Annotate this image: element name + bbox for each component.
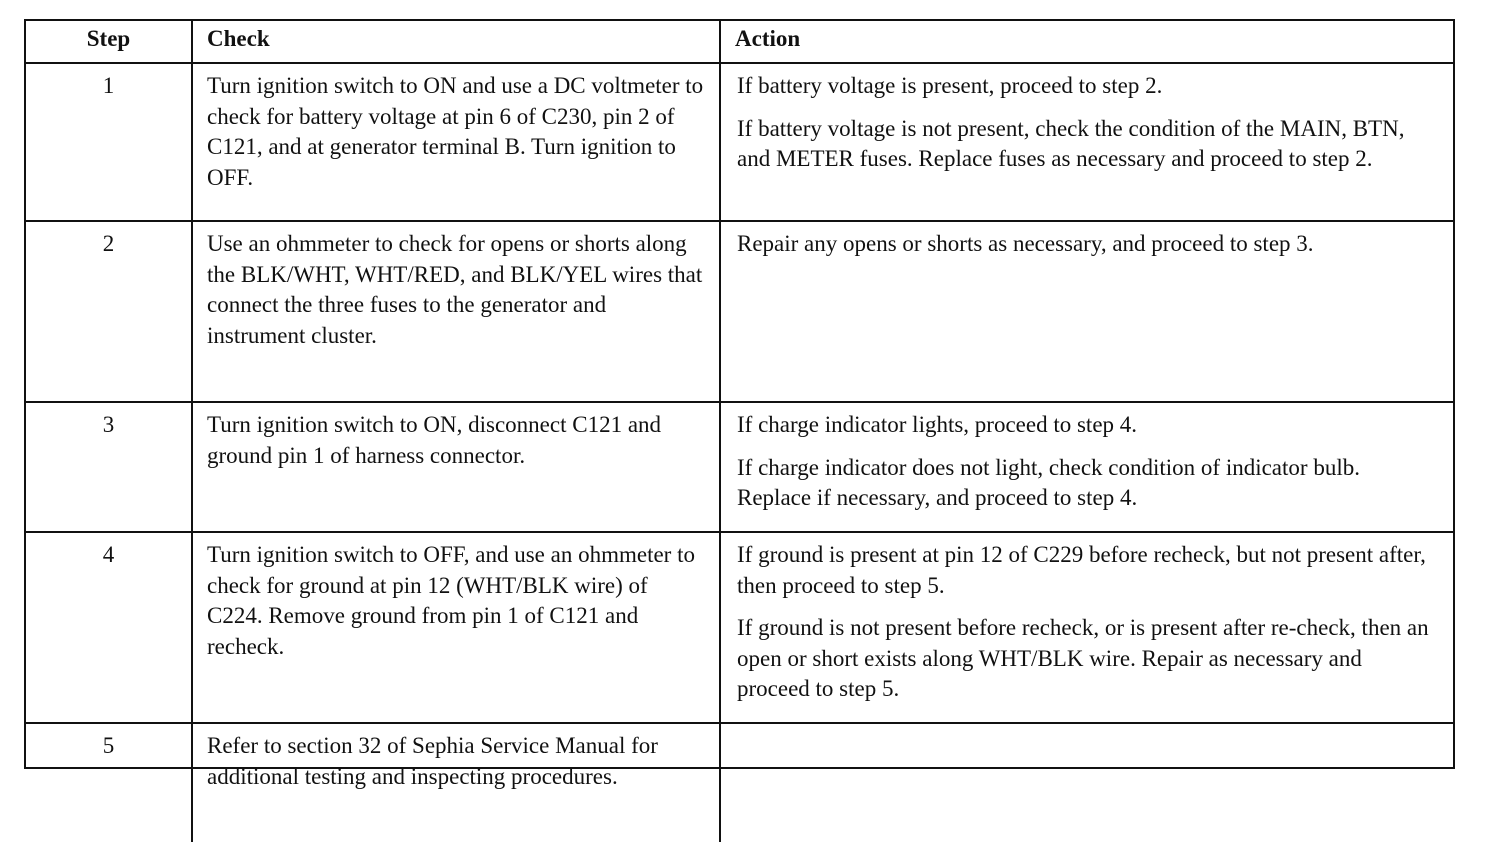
action-text: If battery voltage is present, proceed to step 2. <box>737 73 1163 98</box>
table-header-row <box>26 21 1453 63</box>
check-text: Use an ohmmeter to check for opens or shorts along the BLK/WHT, WHT/RED, and BLK/YEL wires that connect the three fuses to the generator and instrument cluster. <box>192 221 720 402</box>
check-text: Turn ignition switch to OFF, and use an ohmmeter to check for ground at pin 12 (WHT/BLK wire) of C224. Remove ground from pin 1 of C121 and recheck. <box>192 532 720 723</box>
step-number: 3 <box>26 402 192 532</box>
table-row <box>26 221 1453 402</box>
action-text: If battery voltage is not present, check the condition of the MAIN, BTN, and METER fuses. Replace fuses as necessary and proceed to step 2. <box>737 115 1405 171</box>
table-row <box>26 63 1453 221</box>
step-number: 5 <box>26 723 192 842</box>
table-row <box>26 532 1453 723</box>
check-text: Turn ignition switch to ON and use a DC voltmeter to check for battery voltage at pin 6 of C230, pin 2 of C121, and at generator terminal B. Turn ignition to OFF. <box>192 63 720 221</box>
action-text: If ground is present at pin 12 of C229 before recheck, but not present after, then proceed to step 5. <box>737 542 1426 598</box>
diagnostic-table-frame <box>24 19 1455 789</box>
action-text: If charge indicator does not light, check condition of indicator bulb. Replace if necessary, and proceed to step 4. <box>737 454 1360 510</box>
action-text: If charge indicator lights, proceed to step 4. <box>737 412 1138 437</box>
action-cell <box>720 532 1453 723</box>
action-text: Repair any opens or shorts as necessary, and proceed to step 3. <box>737 231 1314 256</box>
action-cell-empty <box>720 723 1453 842</box>
check-column-header: Check <box>192 21 720 63</box>
action-text: If ground is not present before recheck, or is present after re-check, then an open or short exists along WHT/BLK wire. Repair as necessary and proceed to step 5. <box>737 615 1429 701</box>
step-number: 4 <box>26 532 192 723</box>
check-text: Turn ignition switch to ON, disconnect C121 and ground pin 1 of harness connector. <box>192 402 720 532</box>
check-text: Refer to section 32 of Sephia Service Manual for additional testing and inspecting procedures. <box>192 723 720 842</box>
diagnostic-steps-table <box>26 21 1453 842</box>
action-cell <box>720 221 1453 402</box>
action-column-header: Action <box>720 21 1453 63</box>
table-row <box>26 723 1453 842</box>
step-column-header: Step <box>26 21 192 63</box>
step-number: 2 <box>26 221 192 402</box>
action-cell <box>720 63 1453 221</box>
action-cell <box>720 402 1453 532</box>
step-number: 1 <box>26 63 192 221</box>
table-row <box>26 402 1453 532</box>
